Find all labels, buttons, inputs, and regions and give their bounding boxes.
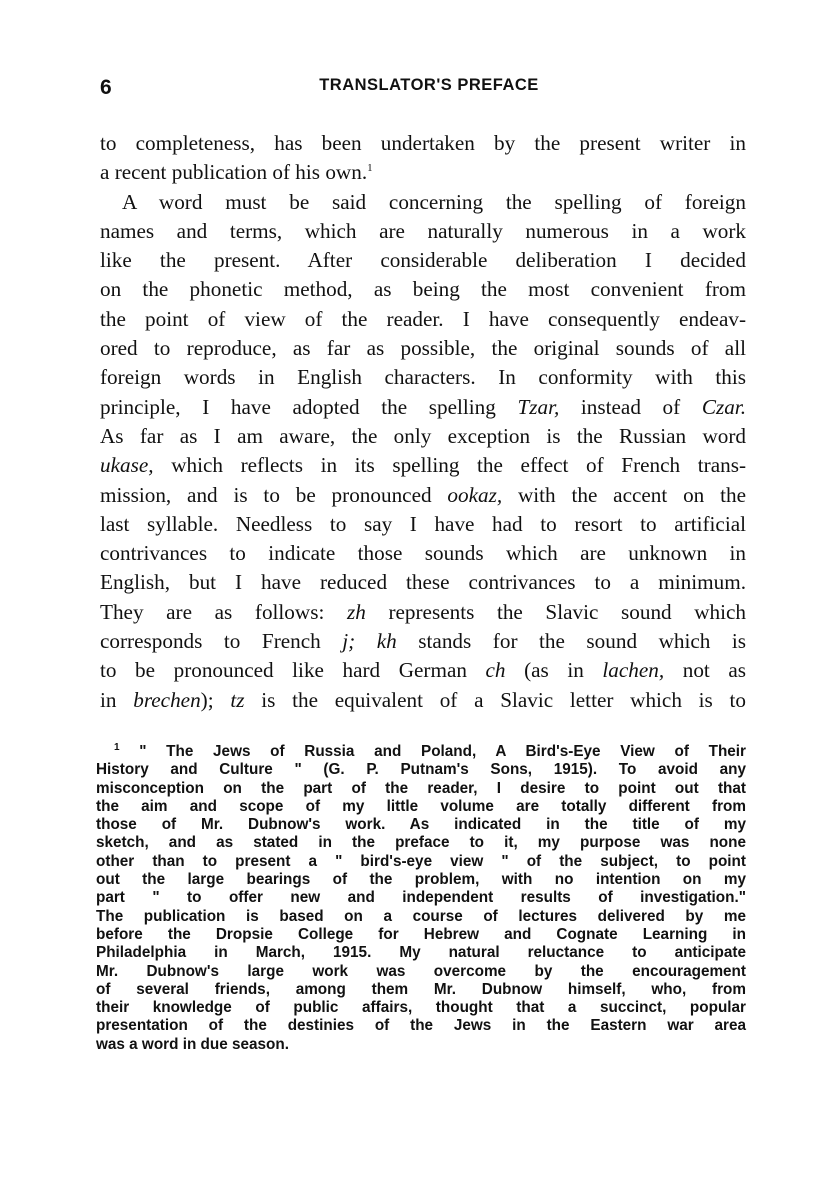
body-line: ored to reproduce, as far as possible, the original sounds of all [100, 336, 746, 361]
body-line: foreign words in English characters. In conformity with this [100, 365, 746, 390]
italic-term: ookaz, [447, 482, 503, 507]
italic-term: lachen, [602, 658, 665, 683]
body-line: like the present. After considerable deliberation I decided [100, 248, 746, 273]
footnote-line: History and Culture " (G. P. Putnam's Sons, 1915). To avoid any [96, 761, 746, 779]
footnote-line: presentation of the destinies of the Jews in the Eastern war area [96, 1017, 746, 1035]
italic-term: brechen [133, 687, 201, 712]
italic-term: kh [376, 629, 397, 654]
footnote-line: sketch, and as stated in the preface to it, my purpose was none [96, 834, 746, 852]
body-line: to be pronounced like hard German ch (as in lachen, not as [100, 658, 747, 683]
body-line: to completeness, has been undertaken by the present writer in [100, 131, 746, 155]
running-title: TRANSLATOR'S PREFACE [319, 76, 539, 94]
footnote-line: the aim and scope of my little volume are totally different from [96, 797, 746, 815]
body-line: corresponds to French j; kh stands for the sound which is [100, 629, 747, 654]
body-line: on the phonetic method, as being the most convenient from [100, 277, 746, 302]
footnote-line: before the Dropsie College for Hebrew and Cognate Learning in [96, 925, 746, 943]
body-line: They are as follows: zh represents the Slavic sound which [100, 599, 747, 624]
footnote-line: was a word in due season. [96, 1035, 289, 1053]
body-line: names and terms, which are naturally numerous in a work [100, 218, 746, 243]
footnote-line: The publication is based on a course of lectures delivered by me [96, 907, 746, 925]
footnote-line: Mr. Dubnow's large work was overcome by the encouragement [96, 962, 746, 980]
footnote-line: misconception on the part of the reader, I desire to point out that [96, 779, 746, 797]
body-line: a recent publication of his own.$^1$ [100, 160, 373, 185]
italic-term: ch [485, 658, 506, 683]
footnote-line: Philadelphia in March, 1915. My natural reluctance to anticipate [96, 944, 746, 962]
body-text [100, 129, 746, 715]
footnote-line: $^1$ " The Jews of Russia and Poland, A Bird's-Eye View of Their [114, 741, 746, 760]
body-line: the point of view of the reader. I have consequently endeav- [100, 306, 746, 331]
footnote [96, 743, 746, 1054]
running-head [97, 70, 745, 100]
footnote-line: out the large bearings of the problem, with no intention on my [96, 871, 746, 889]
italic-term: zh [346, 599, 366, 624]
body-line: last syllable. Needless to say I have had to resort to artificial [100, 511, 746, 536]
italic-term: tz [230, 687, 245, 712]
body-line: A word must be said concerning the spelling of foreign [122, 189, 746, 214]
italic-term: j; [342, 629, 356, 654]
body-line: in brechen); tz is the equivalent of a Slavic letter which is to [100, 687, 746, 712]
footnote-line: their knowledge of public affairs, thought that a succinct, popular [96, 999, 746, 1017]
italic-term: ukase, [100, 453, 154, 478]
body-line: As far as I am aware, the only exception is the Russian word [100, 423, 746, 448]
footnote-line: of several friends, among them Mr. Dubnow himself, who, from [96, 980, 746, 998]
page-number: 6 [100, 76, 112, 99]
body-line: English, but I have reduced these contrivances to a minimum. [100, 570, 746, 595]
footnote-line: other than to present a " bird's-eye view " of the subject, to point [96, 852, 746, 870]
body-line: ukase, which reflects in its spelling the effect of French trans- [100, 453, 747, 478]
italic-term: Tzar, [517, 394, 560, 419]
body-line: principle, I have adopted the spelling Tzar, instead of Czar. [100, 394, 746, 419]
footnote-line: part " to offer new and independent results of investigation." [96, 889, 746, 907]
footnote-number: 1 [114, 741, 120, 753]
body-line: mission, and is to be pronounced ookaz, with the accent on the [100, 482, 746, 507]
footnote-reference: 1 [367, 162, 373, 175]
body-line: contrivances to indicate those sounds which are unknown in [100, 541, 746, 566]
footnote-line: those of Mr. Dubnow's work. As indicated in the title of my [96, 816, 746, 834]
italic-term: Czar. [701, 394, 746, 419]
